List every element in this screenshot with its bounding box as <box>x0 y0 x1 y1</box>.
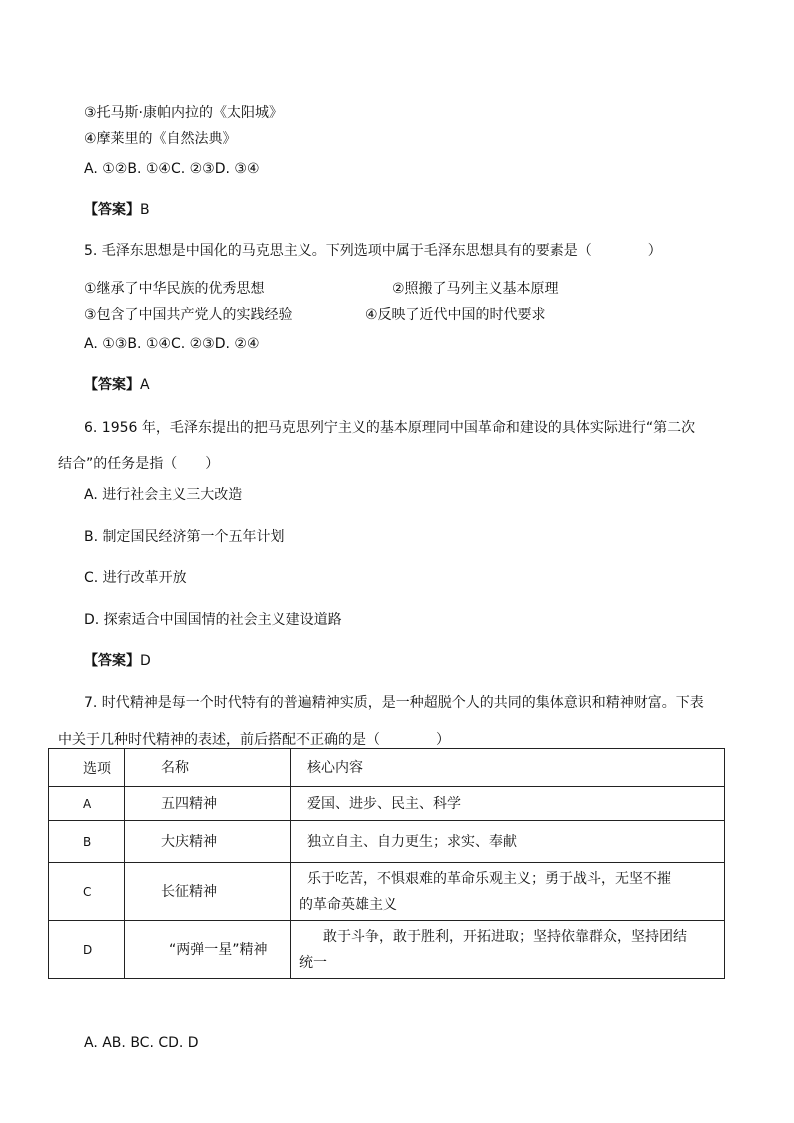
header-option: 选项 <box>49 749 125 787</box>
row-option: A <box>49 787 125 821</box>
header-content: 核心内容 <box>291 749 725 787</box>
row-option: C <box>49 863 125 921</box>
answer-value: A <box>140 377 150 393</box>
q6-answer <box>84 652 151 670</box>
row-name: 五四精神 <box>125 787 291 821</box>
header-name: 名称 <box>125 749 291 787</box>
q4-answer <box>84 201 150 219</box>
q5-item-4: ④反映了近代中国的时代要求 <box>365 307 546 323</box>
answer-tag: 【答案】 <box>84 377 140 393</box>
q6-option-b: B. 制定国民经济第一个五年计划 <box>84 529 285 545</box>
q7-stem-line-2: 中关于几种时代精神的表述，前后搭配不正确的是（ ） <box>58 732 450 748</box>
q7-options: A. AB. BC. CD. D <box>84 1035 199 1051</box>
q6-stem-line-2: 结合”的任务是指（ ） <box>58 456 220 472</box>
row-name: “两弹一星”精神 <box>125 921 291 979</box>
q6-option-c: C. 进行改革开放 <box>84 570 187 586</box>
q7-stem-line-1: 7. 时代精神是每一个时代特有的普遍精神实质，是一种超脱个人的共同的集体意识和精神财富。下表 <box>84 695 704 711</box>
row-content: 独立自主、自力更生；求实、奉献 <box>291 821 725 863</box>
row-option: D <box>49 921 125 979</box>
row-content: 爱国、进步、民主、科学 <box>291 787 725 821</box>
q5-item-1: ①继承了中华民族的优秀思想 <box>84 281 265 297</box>
q4-options: A. ①②B. ①④C. ②③D. ③④ <box>84 161 260 177</box>
answer-tag: 【答案】 <box>84 202 140 218</box>
table-row <box>49 921 725 979</box>
q6-option-d: D. 探索适合中国国情的社会主义建设道路 <box>84 612 342 628</box>
row-content: 乐于吃苦，不惧艰难的革命乐观主义；勇于战斗，无坚不摧 的革命英雄主义 <box>291 863 725 921</box>
table-header-row <box>49 749 725 787</box>
row-content: 敢于斗争，敢于胜利，开拓进取；坚持依靠群众，坚持团结 统一 <box>291 921 725 979</box>
answer-tag: 【答案】 <box>84 653 140 669</box>
q5-stem: 5. 毛泽东思想是中国化的马克思主义。下列选项中属于毛泽东思想具有的要素是（ ） <box>84 243 662 259</box>
q5-item-2: ②照搬了马列主义基本原理 <box>392 281 559 297</box>
q6-option-a: A. 进行社会主义三大改造 <box>84 487 243 503</box>
row-option: B <box>49 821 125 863</box>
q5-item-3: ③包含了中国共产党人的实践经验 <box>84 307 293 323</box>
table-row <box>49 821 725 863</box>
q4-item-3: ③托马斯·康帕内拉的《太阳城》 <box>84 105 284 121</box>
spirit-table <box>48 748 725 979</box>
row-name: 大庆精神 <box>125 821 291 863</box>
q5-answer <box>84 376 150 394</box>
row-name: 长征精神 <box>125 863 291 921</box>
answer-value: D <box>140 653 151 669</box>
q6-stem-line-1: 6. 1956 年，毛泽东提出的把马克思列宁主义的基本原理同中国革命和建设的具体实际进行“第二次 <box>84 420 696 436</box>
q5-options: A. ①③B. ①④C. ②③D. ②④ <box>84 336 260 352</box>
table-row <box>49 863 725 921</box>
answer-value: B <box>140 202 150 218</box>
q4-item-4: ④摩莱里的《自然法典》 <box>84 131 237 147</box>
table-row <box>49 787 725 821</box>
